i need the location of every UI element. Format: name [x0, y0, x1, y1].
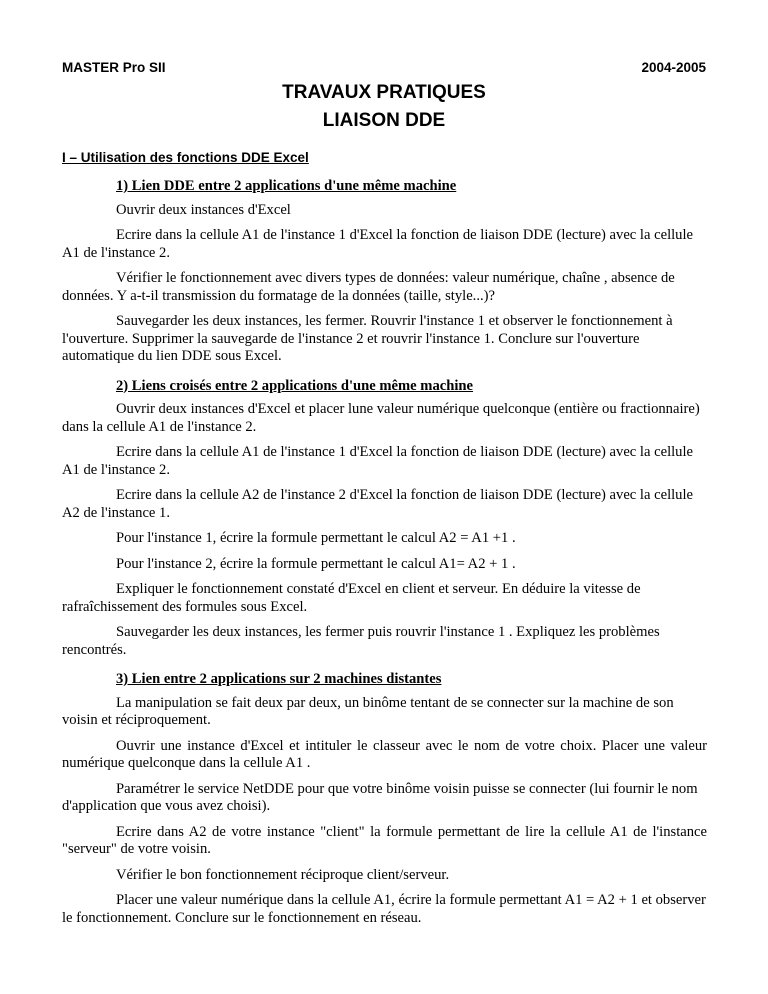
paragraph: Sauvegarder les deux instances, les fermer puis rouvrir l'instance 1 . Expliquez les problèmes rencontrés. [62, 624, 660, 658]
subsection-2-heading: 2) Liens croisés entre 2 applications d'une même machine [116, 377, 473, 394]
section-heading: I – Utilisation des fonctions DDE Excel [62, 150, 309, 165]
page-subtitle: LIAISON DDE [322, 110, 446, 131]
paragraph: Pour l'instance 1, écrire la formule permettant le calcul A2 = A1 +1 . [116, 530, 516, 546]
paragraph: Ouvrir deux instances d'Excel [116, 201, 291, 218]
course-label: MASTER Pro SII [62, 60, 166, 75]
paragraph: Ecrire dans la cellule A2 de l'instance 2 d'Excel la fonction de liaison DDE (lecture) avec la cellule A2 de l'instance 1. [62, 487, 694, 521]
paragraph: Ouvrir une instance d'Excel et intituler le classeur avec le nom de votre choix. Placer une valeur numérique quelconque dans la cellule A1 . [62, 737, 707, 771]
paragraph: Placer une valeur numérique dans la cellule A1, écrire la formule permettant A1 = A2 + 1 et observer le fonctionnement. Conclure sur le fonctionnement en réseau. [62, 892, 706, 926]
page-title: TRAVAUX PRATIQUES [282, 82, 486, 103]
subsection-3-heading: 3) Lien entre 2 applications sur 2 machines distantes [116, 671, 442, 687]
subsection-1-heading: 1) Lien DDE entre 2 applications d'une même machine [116, 178, 457, 194]
paragraph: Ouvrir deux instances d'Excel et placer lune valeur numérique quelconque (entière ou fractionnaire) dans la cellule A1 de l'instance 2. [62, 401, 700, 435]
paragraph: La manipulation se fait deux par deux, un binôme tentant de se connecter sur la machine de son voisin et réciproquement. [62, 694, 674, 728]
paragraph: Pour l'instance 2, écrire la formule permettant le calcul A1= A2 + 1 . [116, 555, 516, 572]
paragraph: Ecrire dans la cellule A1 de l'instance 1 d'Excel la fonction de liaison DDE (lecture) avec la cellule A1 de l'instance 2. [62, 227, 694, 261]
document-body [62, 178, 707, 935]
paragraph: Vérifier le bon fonctionnement réciproque client/serveur. [116, 866, 450, 883]
paragraph: Ecrire dans la cellule A1 de l'instance 1 d'Excel la fonction de liaison DDE (lecture) avec la cellule A1 de l'instance 2. [62, 444, 694, 478]
year-label: 2004-2005 [641, 60, 706, 75]
paragraph: Vérifier le fonctionnement avec divers types de données: valeur numérique, chaîne , absence de données. Y a-t-il transmission du formatage de la données (taille, style...)? [62, 270, 675, 304]
paragraph: Ecrire dans A2 de votre instance "client" la formule permettant de lire la cellule A1 de l'instance "serveur" de votre voisin. [62, 823, 707, 857]
paragraph: Expliquer le fonctionnement constaté d'Excel en client et serveur. En déduire la vitesse de rafraîchissement des formules sous Excel. [62, 581, 641, 615]
paragraph: Sauvegarder les deux instances, les fermer. Rouvrir l'instance 1 et observer le fonctionnement à l'ouverture. Supprimer la sauvegarde de l'instance 2 et rouvrir l'instance 1. Conclure sur l'ouverture automatique du lien DDE sous Excel. [62, 313, 673, 364]
paragraph: Paramétrer le service NetDDE pour que votre binôme voisin puisse se connecter (lui fournir le nom d'application que vous avez choisi). [62, 780, 698, 814]
